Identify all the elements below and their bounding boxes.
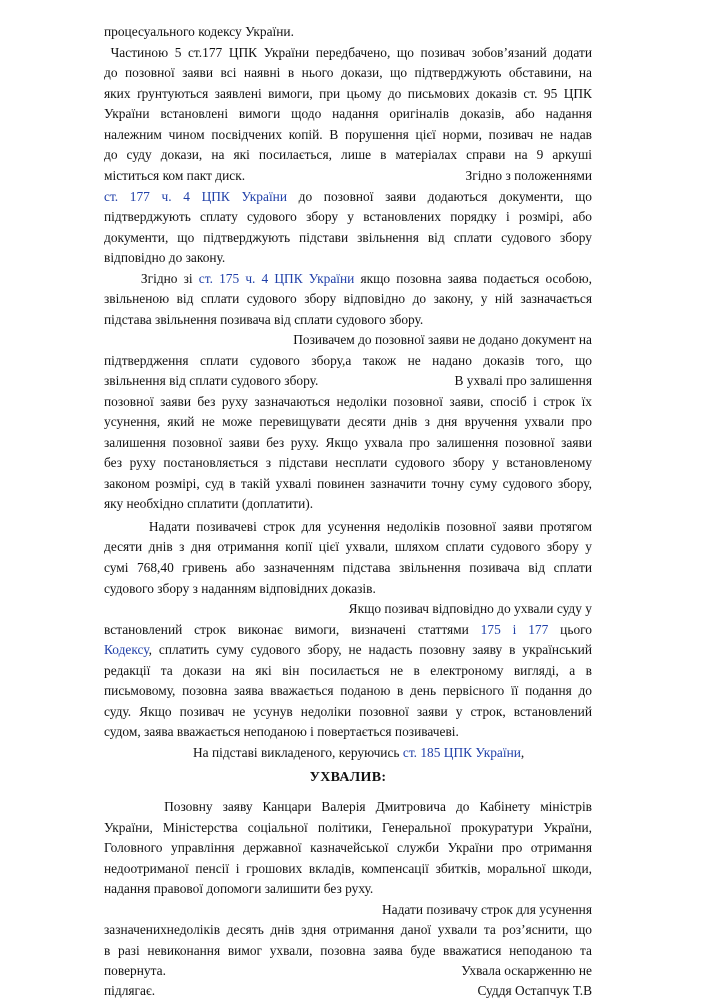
- text-segment: процесуального кодексу України.: [104, 24, 294, 39]
- text-line: [104, 351, 592, 371]
- law-reference-link[interactable]: ст. 175 ч. 4 ЦПК України: [198, 271, 355, 286]
- text-segment: міститься ком пакт диск.: [104, 168, 246, 183]
- text-line: [104, 269, 592, 289]
- law-reference-link[interactable]: ст. 185 ЦПК України: [402, 745, 521, 760]
- text-line: [104, 84, 592, 104]
- text-segment: звільненою від сплати судового збору відповідно до закону, у ній зазначається: [104, 291, 592, 306]
- text-segment: підлягає.: [104, 983, 156, 998]
- text-segment: до позовної заяви всі наявні в нього докази, що підтверджують обставини, на: [104, 65, 592, 80]
- text-line: [104, 494, 592, 514]
- text-line: [104, 166, 592, 186]
- text-line: [104, 474, 592, 494]
- text-segment: Позовну заяву Канцари Валерія Дмитровича до Кабінету міністрів: [104, 799, 592, 814]
- text-line: [104, 330, 592, 350]
- text-line: [104, 640, 592, 660]
- text-segment: Згідно з положеннями: [465, 168, 592, 183]
- text-line: [104, 722, 592, 742]
- text-line: [104, 22, 592, 42]
- text-segment: до суду докази, на які посилається, лише в матеріалах справи на 9 аркуші: [104, 147, 592, 162]
- text-segment: відповідно до закону.: [104, 250, 226, 265]
- text-segment: до позовної заяви додаються документи, що: [287, 189, 592, 204]
- text-line: [104, 579, 592, 599]
- text-segment: судового збору з наданням відповідних доказів.: [104, 581, 376, 596]
- text-segment: Згідно зі: [104, 271, 199, 286]
- text-line: [104, 859, 592, 879]
- text-segment: десяти днів з дня отримання копії цієї ухвали, шляхом сплати судового збору у: [104, 539, 592, 554]
- text-line: [104, 412, 592, 432]
- text-segment: України, Міністерства соціальної політики, Генеральної прокуратури України,: [104, 820, 592, 835]
- text-segment: яких ґрунтуються заявлені вимоги, при цьому до письмових доказів ст. 95 ЦПК: [104, 86, 592, 101]
- text-segment: На підставі викладеного, керуючись: [193, 745, 403, 760]
- text-line: [104, 818, 592, 838]
- text-segment: усунення, який не може перевищувати десяти днів з дня вручення ухвали про: [104, 414, 592, 429]
- text-line: [104, 900, 592, 920]
- text-line: [104, 702, 592, 722]
- text-segment: Головного управління державної казначейської служби України про отримання: [104, 840, 592, 855]
- text-segment: редакції та докази на які він посилається не в електроному вигляді, а в: [104, 663, 592, 678]
- text-segment: надання правової допомоги залишити без руху.: [104, 881, 374, 896]
- text-segment: яку необхідно сплатити (доплатити).: [104, 496, 314, 511]
- text-segment: , сплатить суму судового збору, не надасть позовну заяву в український: [148, 642, 592, 657]
- text-segment: цього: [548, 622, 592, 637]
- text-line: [104, 371, 592, 391]
- text-line: [104, 981, 592, 1001]
- text-line: [104, 620, 592, 640]
- text-segment: В ухвалі про залишення: [454, 373, 592, 388]
- text-segment: в разі невиконання вимог ухвали, позовна заява буде вважатися неподаною та: [104, 943, 592, 958]
- text-line: [104, 125, 592, 145]
- text-segment: зазначенихнедоліків десять днів здня отримання даної ухвали та роз’яснити, що: [104, 922, 592, 937]
- text-segment: підстава звільнення позивача від сплати судового збору.: [104, 312, 424, 327]
- text-segment: документи, що підтверджують підстави звільнення від сплати судового збору: [104, 230, 592, 245]
- law-reference-link[interactable]: Кодексу: [104, 642, 149, 657]
- text-line: [104, 558, 592, 578]
- text-segment: якщо позовна заява подається особою,: [354, 271, 592, 286]
- text-line: [104, 228, 592, 248]
- text-line: [104, 961, 592, 981]
- text-segment: письмовому, позовна заява вважається поданою в день первісного її подання до: [104, 683, 592, 698]
- text-line: [104, 941, 592, 961]
- text-segment: УХВАЛИВ:: [309, 770, 387, 785]
- text-line: [104, 104, 592, 124]
- text-line: [104, 433, 592, 453]
- law-reference-link[interactable]: ст. 177 ч. 4 ЦПК України: [104, 189, 287, 204]
- text-segment: Частиною 5 ст.177 ЦПК України передбачено, що позивач зобов’язаний додати: [104, 45, 592, 60]
- text-line: [104, 310, 592, 330]
- text-line: [104, 920, 592, 940]
- text-line: [104, 145, 592, 165]
- text-line: [104, 63, 592, 83]
- text-segment: повернута.: [104, 963, 166, 978]
- text-line: [104, 187, 592, 207]
- text-segment: сумі 768,40 гривень або зазначенням підстава звільнення позивача від сплати: [104, 560, 592, 575]
- text-line: [104, 248, 592, 268]
- text-segment: встановлений строк виконає вимоги, визначені статтями: [104, 622, 481, 637]
- text-line: [104, 453, 592, 473]
- text-line: [104, 838, 592, 858]
- text-segment: позовної заяви без руху зазначаються недоліки позовної заяви, спосіб і строк їх: [104, 394, 592, 409]
- text-segment: України встановлені вимоги щодо надання оригіналів доказів, або надання: [104, 106, 592, 121]
- text-segment: підтвердження сплати судового збору,а також не надано доказів того, що: [104, 353, 592, 368]
- text-line: [104, 797, 592, 817]
- text-segment: належним чином посвідчених копій. В порушення цієї норми, позивач не надав: [104, 127, 592, 142]
- text-line: [104, 517, 592, 537]
- text-line: [104, 43, 592, 63]
- text-line: [104, 879, 592, 899]
- text-segment: суду. Якщо позивач не усунув недоліки позовної заяви у строк, встановлений: [104, 704, 592, 719]
- section-heading: [104, 768, 592, 788]
- law-reference-link[interactable]: 175 і 177: [480, 622, 549, 637]
- text-segment: Суддя Остапчук Т.В: [477, 983, 592, 998]
- text-segment: Надати позивачу строк для усунення: [382, 902, 592, 917]
- text-segment: Ухвала оскарженню не: [461, 963, 592, 978]
- text-line: [104, 537, 592, 557]
- text-segment: ,: [520, 745, 525, 760]
- text-line: [104, 207, 592, 227]
- text-line: [104, 599, 592, 619]
- text-line: [104, 392, 592, 412]
- text-line: [104, 661, 592, 681]
- text-segment: звільнення від сплати судового збору.: [104, 373, 319, 388]
- text-segment: Надати позивачеві строк для усунення недоліків позовної заяви протягом: [104, 519, 592, 534]
- text-segment: підтверджують сплату судового збору у встановлених порядку і розмірі, або: [104, 209, 592, 224]
- text-segment: недоотриманої пенсії і грошових вкладів, компенсації збитків, моральної шкоди,: [104, 861, 592, 876]
- text-segment: Якщо позивач відповідно до ухвали суду у: [348, 601, 592, 616]
- text-segment: Позивачем до позовної заяви не додано документ на: [293, 332, 592, 347]
- text-line: [104, 681, 592, 701]
- text-segment: без руху постановляється з підстави несплати судового збору у встановленому: [104, 455, 592, 470]
- text-line: [193, 743, 592, 763]
- text-line: [104, 289, 592, 309]
- text-segment: законом розмірі, суд в такій ухвалі повинен зазначити точну суму судового збору,: [104, 476, 592, 491]
- text-segment: судом, заява вважається неподаною і повертається позивачеві.: [104, 724, 459, 739]
- text-segment: залишення позовної заяви без руху. Якщо ухвала про залишення позовної заяви: [104, 435, 592, 450]
